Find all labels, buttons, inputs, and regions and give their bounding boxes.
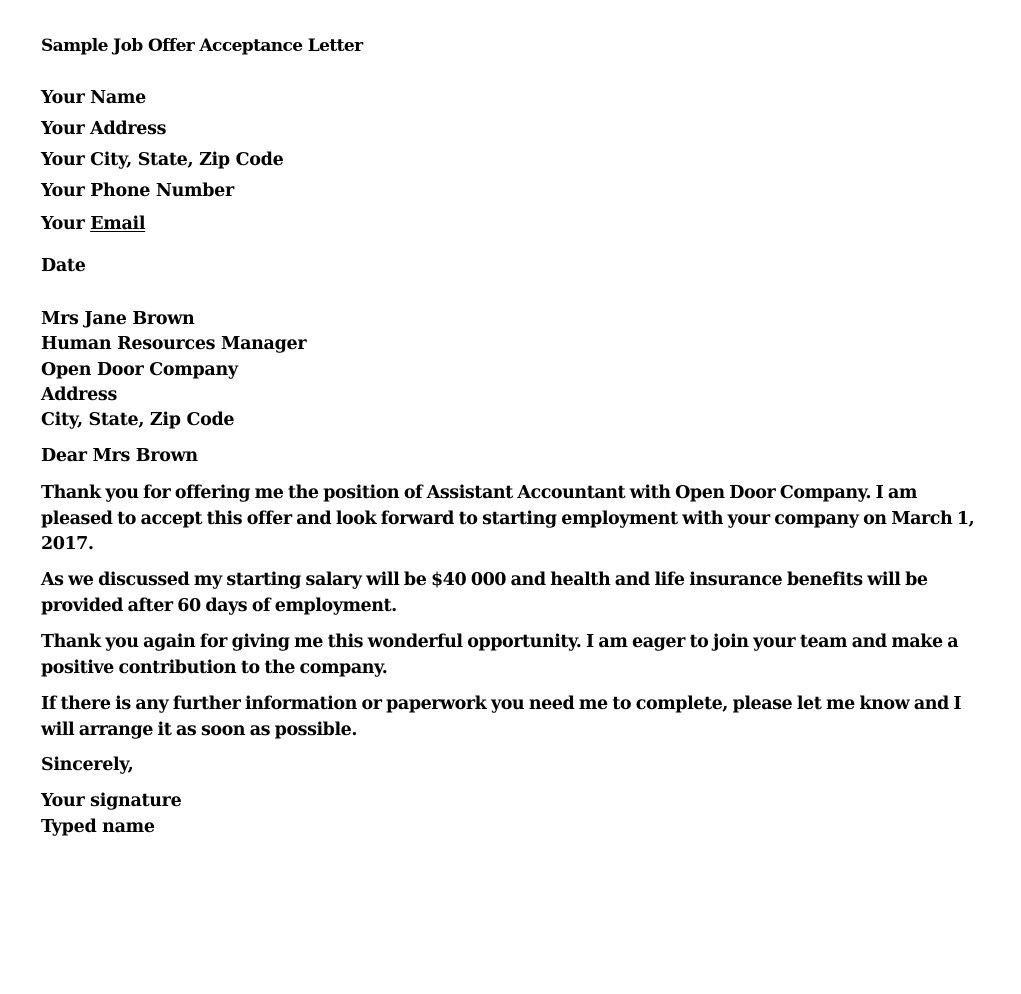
recipient-company: Open Door Company — [41, 360, 238, 380]
paragraph-thanks: Thank you again for giving me this wonderful opportunity. I am eager to join your team and make a positive contribution to the company. — [41, 632, 959, 678]
salutation: Dear Mrs Brown — [41, 446, 198, 466]
sender-email-prefix: Your — [41, 214, 91, 234]
typed-name: Typed name — [41, 817, 155, 837]
paragraph-further-info: If there is any further information or paperwork you need me to complete, please let me know and I will arrange it as soon as possible. — [41, 694, 962, 740]
paragraph-salary: As we discussed my starting salary will be $40 000 and health and life insurance benefits will be provided after 60 days of employment. — [41, 570, 928, 616]
sender-email — [41, 214, 145, 234]
letter-date: Date — [41, 256, 86, 276]
recipient-name: Mrs Jane Brown — [41, 309, 195, 329]
recipient-city-state-zip: City, State, Zip Code — [41, 410, 235, 430]
sender-name: Your Name — [41, 88, 146, 108]
closing: Sincerely, — [41, 755, 134, 775]
recipient-address: Address — [41, 385, 118, 405]
document-title: Sample Job Offer Acceptance Letter — [41, 36, 363, 56]
sender-email-word: Email — [90, 214, 146, 234]
signature: Your signature — [41, 791, 182, 811]
sender-phone: Your Phone Number — [41, 181, 234, 201]
recipient-title: Human Resources Manager — [41, 334, 307, 354]
paragraph-acceptance: Thank you for offering me the position of Assistant Accountant with Open Door Company. I am pleased to accept this offer and look forward to starting employment with your company on March 1, 2017. — [41, 483, 975, 554]
sender-city-state-zip: Your City, State, Zip Code — [41, 150, 284, 170]
sender-address: Your Address — [41, 119, 167, 139]
